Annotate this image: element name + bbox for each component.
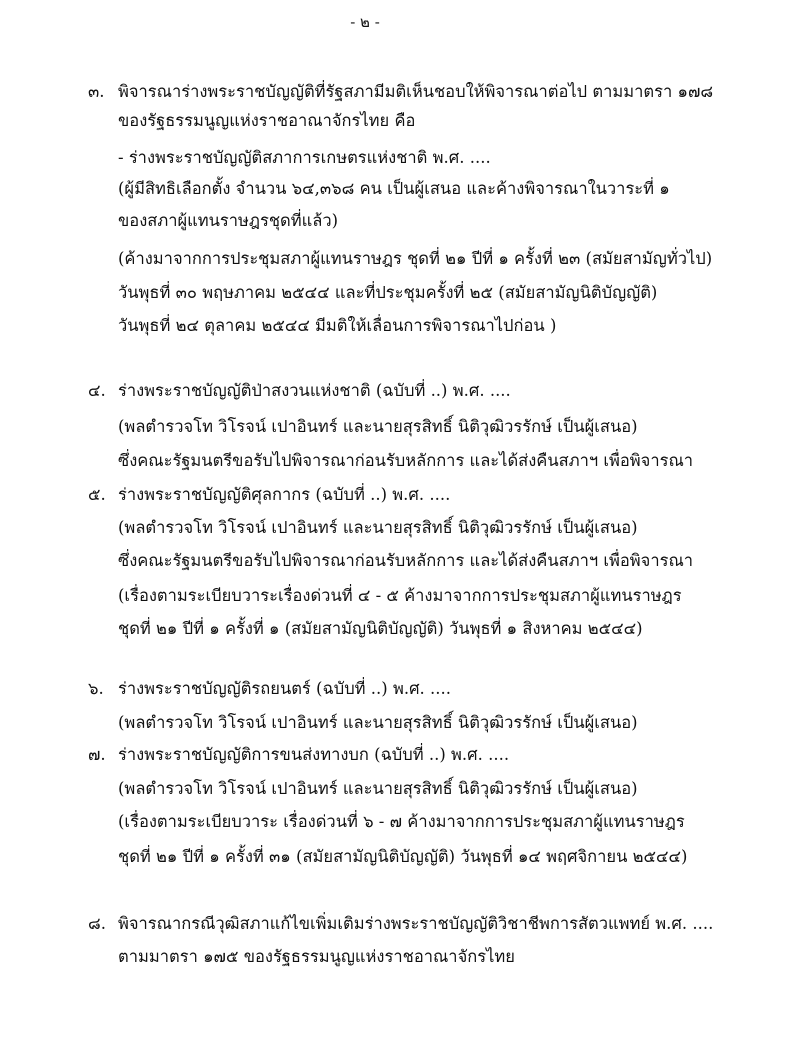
item-3-line-5: ของสภาผู้แทนราษฎรชุดที่แล้ว) [118, 211, 339, 230]
item-5-line-4: (เรื่องตามระเบียบวาระเรื่องด่วนที่ ๔ - ๕ ค้างมาจากการประชุมสภาผู้แทนราษฎร [118, 586, 682, 605]
item-5-line-3: ซึ่งคณะรัฐมนตรีขอรับไปพิจารณาก่อนรับหลักการ และได้ส่งคืนสภาฯ เพื่อพิจารณา [118, 551, 694, 570]
item-3-line-1: พิจารณาร่างพระราชบัญญัติที่รัฐสภามีมติเห็นชอบให้พิจารณาต่อไป ตามมาตรา ๑๗๘ [118, 82, 714, 101]
item-5-line-1: ร่างพระราชบัญญัติศุลกากร (ฉบับที่ ..) พ.ศ. .... [118, 485, 451, 504]
item-8-number: ๘. [88, 914, 106, 933]
item-5-line-5: ชุดที่ ๒๑ ปีที่ ๑ ครั้งที่ ๑ (สมัยสามัญนิติบัญญัติ) วันพุธที่ ๑ สิงหาคม ๒๕๔๔) [118, 619, 643, 638]
item-4-line-3: ซึ่งคณะรัฐมนตรีขอรับไปพิจารณาก่อนรับหลักการ และได้ส่งคืนสภาฯ เพื่อพิจารณา [118, 451, 694, 470]
item-3-line-3: - ร่างพระราชบัญญัติสภาการเกษตรแห่งชาติ พ.ศ. .... [118, 148, 491, 167]
item-6-line-1: ร่างพระราชบัญญัติรถยนตร์ (ฉบับที่ ..) พ.ศ. .... [118, 679, 452, 698]
item-4-line-1: ร่างพระราชบัญญัติป่าสงวนแห่งชาติ (ฉบับที่ ..) พ.ศ. .... [118, 381, 511, 400]
item-4-line-2: (พลตำรวจโท วิโรจน์ เปาอินทร์ และนายสุรสิทธิ์ นิติวุฒิวรรักษ์ เป็นผู้เสนอ) [118, 417, 638, 436]
item-4-number: ๔. [88, 381, 106, 400]
item-3-line-2: ของรัฐธรรมนูญแห่งราชอาณาจักรไทย คือ [118, 111, 416, 130]
item-7-line-1: ร่างพระราชบัญญัติการขนส่งทางบก (ฉบับที่ ..) พ.ศ. .... [118, 745, 510, 764]
item-3-line-7: วันพุธที่ ๓๐ พฤษภาคม ๒๕๔๔ และที่ประชุมครั้งที่ ๒๕ (สมัยสามัญนิติบัญญัติ) [118, 283, 658, 302]
item-7-line-2: (พลตำรวจโท วิโรจน์ เปาอินทร์ และนายสุรสิทธิ์ นิติวุฒิวรรักษ์ เป็นผู้เสนอ) [118, 779, 638, 798]
item-7-line-3: (เรื่องตามระเบียบวาระ เรื่องด่วนที่ ๖ - ๗ ค้างมาจากการประชุมสภาผู้แทนราษฎร [118, 812, 685, 831]
item-6-number: ๖. [88, 679, 104, 698]
item-3-line-4: (ผู้มีสิทธิเลือกตั้ง จำนวน ๖๔,๓๖๘ คน เป็นผู้เสนอ และค้างพิจารณาในวาระที่ ๑ [118, 179, 670, 198]
item-7-number: ๗. [88, 745, 106, 764]
item-8-line-1: พิจารณากรณีวุฒิสภาแก้ไขเพิ่มเติมร่างพระราชบัญญัติวิชาชีพการสัตวแพทย์ พ.ศ. .... [118, 914, 714, 933]
item-5-number: ๕. [88, 485, 106, 504]
item-7-line-4: ชุดที่ ๒๑ ปีที่ ๑ ครั้งที่ ๓๑ (สมัยสามัญนิติบัญญัติ) วันพุธที่ ๑๔ พฤศจิกายน ๒๕๔๔) [118, 847, 688, 866]
item-5-line-2: (พลตำรวจโท วิโรจน์ เปาอินทร์ และนายสุรสิทธิ์ นิติวุฒิวรรักษ์ เป็นผู้เสนอ) [118, 518, 638, 537]
item-3-number: ๓. [88, 82, 105, 101]
item-3-line-6: (ค้างมาจากการประชุมสภาผู้แทนราษฎร ชุดที่ ๒๑ ปีที่ ๑ ครั้งที่ ๒๓ (สมัยสามัญทั่วไป) [118, 249, 713, 268]
item-8-line-2: ตามมาตรา ๑๗๕ ของรัฐธรรมนูญแห่งราชอาณาจักรไทย [118, 947, 515, 966]
page-number: - ๒ - [350, 13, 380, 31]
item-6-line-2: (พลตำรวจโท วิโรจน์ เปาอินทร์ และนายสุรสิทธิ์ นิติวุฒิวรรักษ์ เป็นผู้เสนอ) [118, 713, 638, 732]
item-3-line-8: วันพุธที่ ๒๔ ตุลาคม ๒๕๔๔ มีมติให้เลื่อนการพิจารณาไปก่อน ) [118, 316, 557, 335]
